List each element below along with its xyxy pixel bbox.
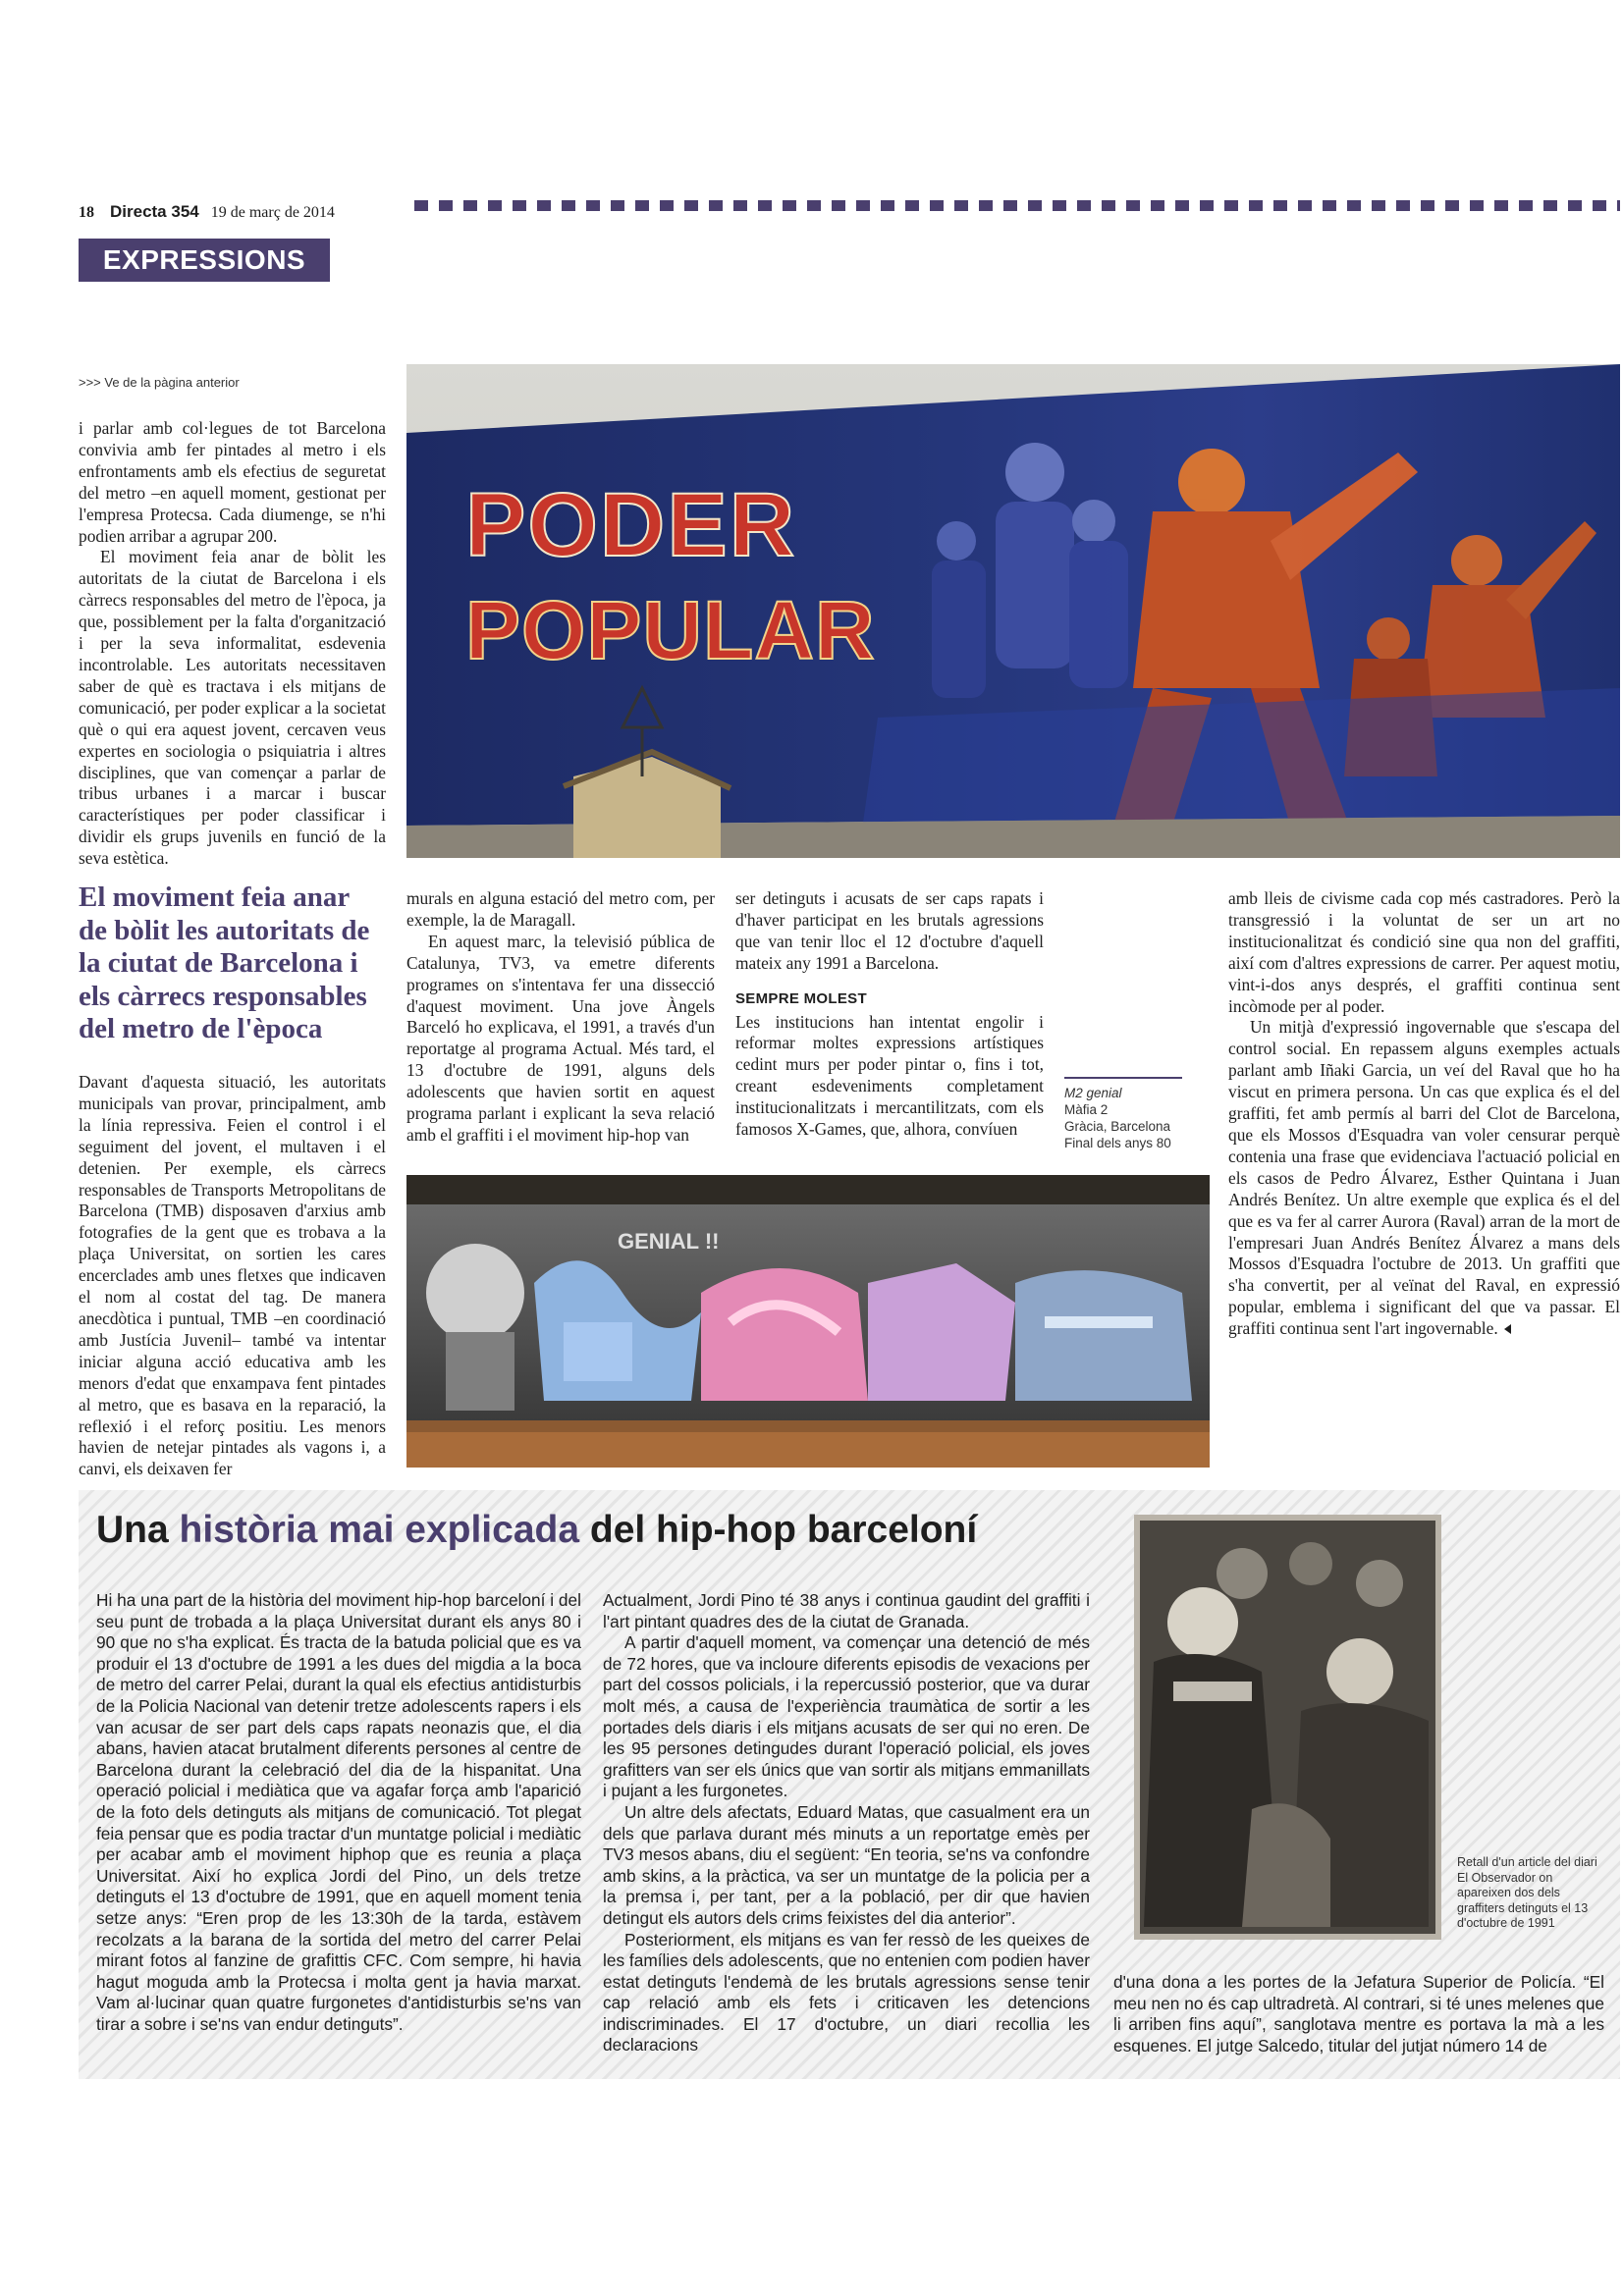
page-number: 18 xyxy=(79,204,94,221)
caption-text: Retall d'un article del diari El Observador on apareixen dos dels graffiters detinguts el 13 d'octubre de 1991 xyxy=(1457,1855,1597,1930)
paragraph xyxy=(1228,1017,1620,1340)
sidebar-col2 xyxy=(603,1590,1090,2056)
paragraph: Davant d'aquesta situació, les autoritats municipals van provar, principalment, amb la línia repressiva. Feien el control i el seguiment del jovent, el multaven i el detenien. Per exemple, els càrrecs responsables de Transports Metropolitans de Barcelona (TMB) disposaven d'arxius amb fotografies de la gent que es trobava a la plaça Universitat, on sortien les cares encerclades amb unes fletxes que indicaven el nom al costat del tag. De manera anecdòtica i puntual, TMB –en coordinació amb Justícia Juvenil– també va intentar iniciar alguna acció educativa amb les menors d'edat que enxampava fent pintades al metro, que es basava en la reparació, la reflexió i el reforç positiu. Les menors havien de netejar pintades als vagons i, a canvi, els deixaven fer xyxy=(79,1072,386,1479)
article-col1-bottom xyxy=(79,1072,386,1480)
paragraph: Posteriorment, els mitjans es van fer ressò de les queixes de les famílies dels adolescents, que no entenien com podien haver estat detinguts l'endemà de les brutals agressions sense tenir cap relació amb els fets i criticaven les detencions indiscriminades. El 17 d'octubre, un diari recollia les declaracions xyxy=(603,1929,1090,2056)
caption-line: Gràcia, Barcelona xyxy=(1064,1119,1171,1134)
paragraph: En aquest marc, la televisió pública de Catalunya, TV3, va emetre diferents programes on s'intentava fer una dissecció d'aquest moviment. Una jove Àngels Barceló ho explicava, el 1991, a través d'un reportatge al programa Actual. Més tard, el 13 d'octubre de 1991, alguns dels adolescents que havien sortit en aquest programa parlant i explicant la seva relació amb el graffiti i el moviment hip-hop van xyxy=(406,931,715,1145)
mural-text-line2: POPULAR xyxy=(465,584,876,676)
article-col2 xyxy=(406,888,715,1147)
end-mark-icon xyxy=(1504,1324,1511,1334)
wall-tag: GENIAL !! xyxy=(618,1229,720,1254)
article-col3 xyxy=(735,888,1044,1141)
caption-title: M2 genial xyxy=(1064,1086,1122,1100)
continued-label: >>> Ve de la pàgina anterior xyxy=(79,375,240,390)
paragraph: Les institucions han intentat engolir i reformar moltes expressions artístiques cedint murs per poder pintar o, fins i tot, creant esdeveniments completament institucionalitzats i mercantilitzats, com els famosos X-Games, que, alhora, convíuen xyxy=(735,1011,1044,1140)
mural-text-line1: PODER xyxy=(465,475,797,575)
paragraph: El moviment feia anar de bòlit les autoritats de la ciutat de Barcelona i els càrrecs responsables del metro de l'època, ja que, possiblement per la falta d'organització i per la seva informalitat, esdevenia incontrolable. Les autoritats necessitaven saber de què es tractava i els mitjans de comunicació, per poder explicar a la societat què o qui era aquest jovent, cercaven veus expertes en sociologia o psiquiatria i altres disciplines, que van començar a parlar de tribus urbanes i a marcar i buscar característiques per poder classificar i dividir els grups juvenils en funció de la seva estètica. xyxy=(79,547,386,869)
caption-line: Màfia 2 xyxy=(1064,1102,1109,1117)
paragraph-text: Un mitjà d'expressió ingovernable que s'escapa del control social. En repassem alguns exemples actuals parlant amb Iñaki Garcia, un veí del Raval que ho ha viscut en primera persona. Un cas que explica és el del graffiti, fet amb permís al barri del Clot de Barcelona, que els Mossos d'Esquadra van voler censurar perquè contenia una frase que evidenciava l'actuació policial en els casos de Pedro Álvarez, Esther Quintana i Juan Andrés Benítez. Un altre exemple que explica és el del que es va fer al carrer Aurora (Raval) arran de la mort de l'empresari Juan Andrés Benítez Álvarez a mans dels Mossos d'Esquadra l'octubre de 2013. Un graffiti que s'ha convertit, per al veïnat del Raval, en expressió popular, emblema i significant del que va passar. El graffiti continua sent l'art ingovernable. xyxy=(1228,1017,1620,1339)
caption-line: Final dels anys 80 xyxy=(1064,1136,1171,1150)
subheading: SEMPRE MOLEST xyxy=(735,989,867,1007)
issue-date: 19 de març de 2014 xyxy=(210,204,335,221)
graffiti-wall-photo xyxy=(406,1175,1210,1468)
graffiti-wall-illustration xyxy=(406,1175,1210,1468)
paragraph: d'una dona a les portes de la Jefatura Superior de Policía. “El meu nen no és cap ultradretà. Al contrari, si té unes melenes que li arriben fins aquí”, sanglotava mentre es portava la mà a les esquenes. El jutge Salcedo, titular del jutjat número 14 de xyxy=(1113,1972,1604,2056)
sidebar-col3 xyxy=(1113,1972,1604,2056)
pull-quote: El moviment feia anar de bòlit les autoritats de la ciutat de Barcelona i els càrrecs responsables del metro de l'època xyxy=(79,881,370,1044)
paragraph: i parlar amb col·legues de tot Barcelona convivia amb fer pintades al metro i els enfrontaments amb els efectius de seguretat del metro –en aquell moment, gestionat per l'empresa Protecsa. Cada diumenge, se n'hi podien arribar a agrupar 200. xyxy=(79,418,386,546)
page-folio xyxy=(79,202,335,222)
header-dash-rule xyxy=(414,200,1620,211)
paragraph: amb lleis de civisme cada cop més castradores. Però la transgressió i la voluntat de ser un art no institucionalitzat és condició sine qua non del graffiti, així com d'altres expressions de carrer. Per aquest motiu, vint-i-dos anys després, el graffiti continua sent incòmode per al poder. xyxy=(1228,888,1620,1016)
paragraph: ser detinguts i acusats de ser caps rapats i d'haver participat en les brutals agressions que van tenir lloc el 12 d'octubre d'aquell mateix any 1991 a Barcelona. xyxy=(735,888,1044,973)
caption-rule xyxy=(1064,1077,1182,1079)
paragraph: Actualment, Jordi Pino té 38 anys i continua gaudint del graffiti i l'art pintant quadres des de la ciutat de Granada. xyxy=(603,1590,1090,1631)
article-col1-top xyxy=(79,418,386,870)
publication-name: Directa 354 xyxy=(110,202,199,221)
mural-photo xyxy=(406,364,1620,858)
paragraph: Hi ha una part de la història del moviment hip-hop barceloní i del seu punt de trobada a la plaça Universitat durant els anys 80 i 90 que no s'ha explicat. És tracta de la batuda policial que es va produir el 13 d'octubre de 1991 a les dues del migdia a la boca de metro del carrer Pelai, durant la qual els efectius antidisturbis de la Policia Nacional van detenir tretze adolescents rapers i els van acusar de ser part dels caps rapats neonazis que, el dia abans, havien atacat brutalment diferents persones al centre de Barcelona durant la celebració del dia de la hispanitat. Una operació policial i mediàtica que va agafar força amb l'aparició de la foto dels detinguts als mitjans de comunicació. Tot plegat feia pensar que es podia tractar d'un muntatge policial i mediàtic per acabar amb el moviment hiphop que es reunia a plaça Universitat. Així ho explica Jordi del Pino, un dels tretze detinguts el 13 d'octubre de 1991, que en aquell moment tenia setze anys: “Eren prop de les 13:30h de la tarda, estàvem recolzats a la barana de la sortida del metro del carrer Pelai mirant fotos al fanzine de grafittis CFC. Com sempre, hi havia hagut moguda amb la Protecsa i molta gent ja havia marxat. Vam al·lucinar quan quatre furgonetes d'antidisturbis se'ns van tirar a sobre i se'ns van endur detinguts”. xyxy=(96,1590,581,2034)
sidebar-title-highlight: història mai explicada xyxy=(179,1509,580,1551)
sidebar-col1 xyxy=(96,1590,581,2035)
paragraph: A partir d'aquell moment, va començar una detenció de més de 72 hores, que va incloure diferents episodis de vexacions per part del cossos policials, i la repercussió posterior, que va durar molt més, a causa de l'experiència traumàtica de sortir a les portades dels diaris i els mitjans acusats de ser qui no eren. De les 95 persones detingudes durant l'operació policial, els joves grafitters van ser els únics que van sortir als mitjans emmanillats i pujant a les furgonetes. xyxy=(603,1632,1090,1801)
newspaper-clipping-photo xyxy=(1134,1515,1441,1940)
sidebar-title-start: Una xyxy=(96,1509,180,1551)
photo-caption-m2 xyxy=(1064,1077,1192,1151)
article-col4 xyxy=(1228,888,1620,1340)
paragraph: Un altre dels afectats, Eduard Matas, que casualment era un dels que parlava durant més minuts a un reportatge emès per TV3 mesos abans, diu el següent: “En teoria, se'ns va confondre amb skins, a la pràctica, va ser un muntatge de la policia per a la premsa i, per tant, per a la població, per dir que havien detingut els autors dels crims feixistes del dia anterior”. xyxy=(603,1801,1090,1928)
mural-illustration xyxy=(406,364,1620,858)
sidebar-title xyxy=(96,1509,977,1552)
clipping-caption xyxy=(1457,1855,1609,1932)
sidebar-title-end: del hip-hop barceloní xyxy=(579,1509,978,1551)
paragraph: murals en alguna estació del metro com, per exemple, la de Maragall. xyxy=(406,888,715,930)
clipping-illustration xyxy=(1134,1515,1441,1940)
section-label: EXPRESSIONS xyxy=(79,239,330,282)
